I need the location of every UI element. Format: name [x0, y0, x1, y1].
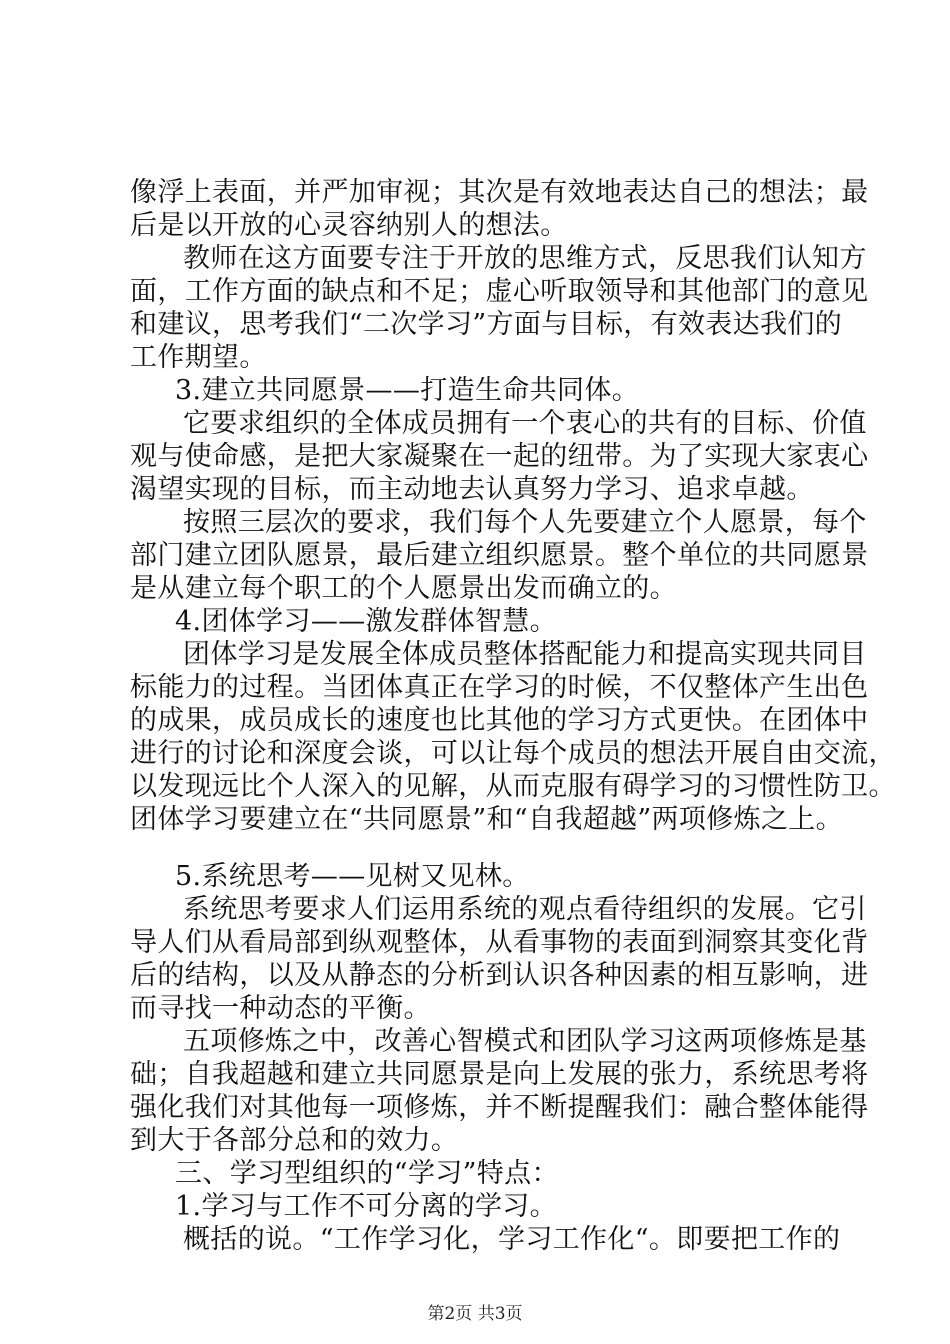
- text-line: 和建议，思考我们“二次学习”方面与目标，有效表达我们的: [130, 309, 843, 340]
- text-line: 按照三层次的要求，我们每个人先要建立个人愿景，每个: [183, 507, 867, 538]
- text-line: 面，工作方面的缺点和不足；虚心听取领导和其他部门的意见: [130, 276, 869, 307]
- section-heading: 4.团体学习——激发群体智慧。: [175, 606, 558, 637]
- section-heading: 5.系统思考——见树又见林。: [175, 861, 530, 892]
- text-line: 强化我们对其他每一项修炼，并不断提醒我们：融合整体能得: [130, 1092, 869, 1123]
- text-line: 以发现远比个人深入的见解，从而克服有碍学习的习惯性防卫。: [130, 771, 896, 802]
- text-line: 团体学习是发展全体成员整体搭配能力和提高实现共同目: [183, 639, 867, 670]
- text-line: 的成果，成员成长的速度也比其他的学习方式更快。在团体中: [130, 705, 869, 736]
- page-number-footer: 第2页 共3页: [427, 1304, 523, 1324]
- text-line: 工作期望。: [130, 342, 267, 373]
- text-line: 团体学习要建立在“共同愿景”和“自我超越”两项修炼之上。: [130, 804, 844, 835]
- text-line: 它要求组织的全体成员拥有一个衷心的共有的目标、价值: [183, 408, 867, 439]
- text-line: 是从建立每个职工的个人愿景出发而确立的。: [130, 573, 677, 604]
- text-line: 而寻找一种动态的平衡。: [130, 993, 431, 1024]
- text-line: 进行的讨论和深度会谈，可以让每个成员的想法开展自由交流，: [130, 738, 896, 769]
- section-heading: 三、学习型组织的“学习”特点：: [175, 1158, 559, 1189]
- text-line: 概括的说。“工作学习化，学习工作化“。即要把工作的: [183, 1224, 841, 1255]
- text-line: 后是以开放的心灵容纳别人的想法。: [130, 210, 568, 241]
- text-line: 导人们从看局部到纵观整体，从看事物的表面到洞察其变化背: [130, 927, 869, 958]
- text-line: 部门建立团队愿景，最后建立组织愿景。整个单位的共同愿景: [130, 540, 869, 571]
- text-line: 观与使命感，是把大家凝聚在一起的纽带。为了实现大家衷心: [130, 441, 869, 472]
- section-heading: 3.建立共同愿景——打造生命共同体。: [175, 375, 640, 406]
- text-line: 到大于各部分总和的效力。: [130, 1125, 459, 1156]
- text-line: 后的结构，以及从静态的分析到认识各种因素的相互影响，进: [130, 960, 869, 991]
- section-heading: 1.学习与工作不可分离的学习。: [175, 1191, 558, 1222]
- text-line: 础；自我超越和建立共同愿景是向上发展的张力，系统思考将: [130, 1059, 869, 1090]
- text-line: 渴望实现的目标，而主动地去认真努力学习、追求卓越。: [130, 474, 814, 505]
- text-line: 系统思考要求人们运用系统的观点看待组织的发展。它引: [183, 894, 867, 925]
- text-line: 标能力的过程。当团体真正在学习的时候，不仅整体产生出色: [130, 672, 869, 703]
- text-line: 教师在这方面要专注于开放的思维方式，反思我们认知方: [183, 243, 867, 274]
- text-line: 像浮上表面，并严加审视；其次是有效地表达自己的想法；最: [130, 177, 869, 208]
- text-line: 五项修炼之中，改善心智模式和团队学习这两项修炼是基: [183, 1026, 867, 1057]
